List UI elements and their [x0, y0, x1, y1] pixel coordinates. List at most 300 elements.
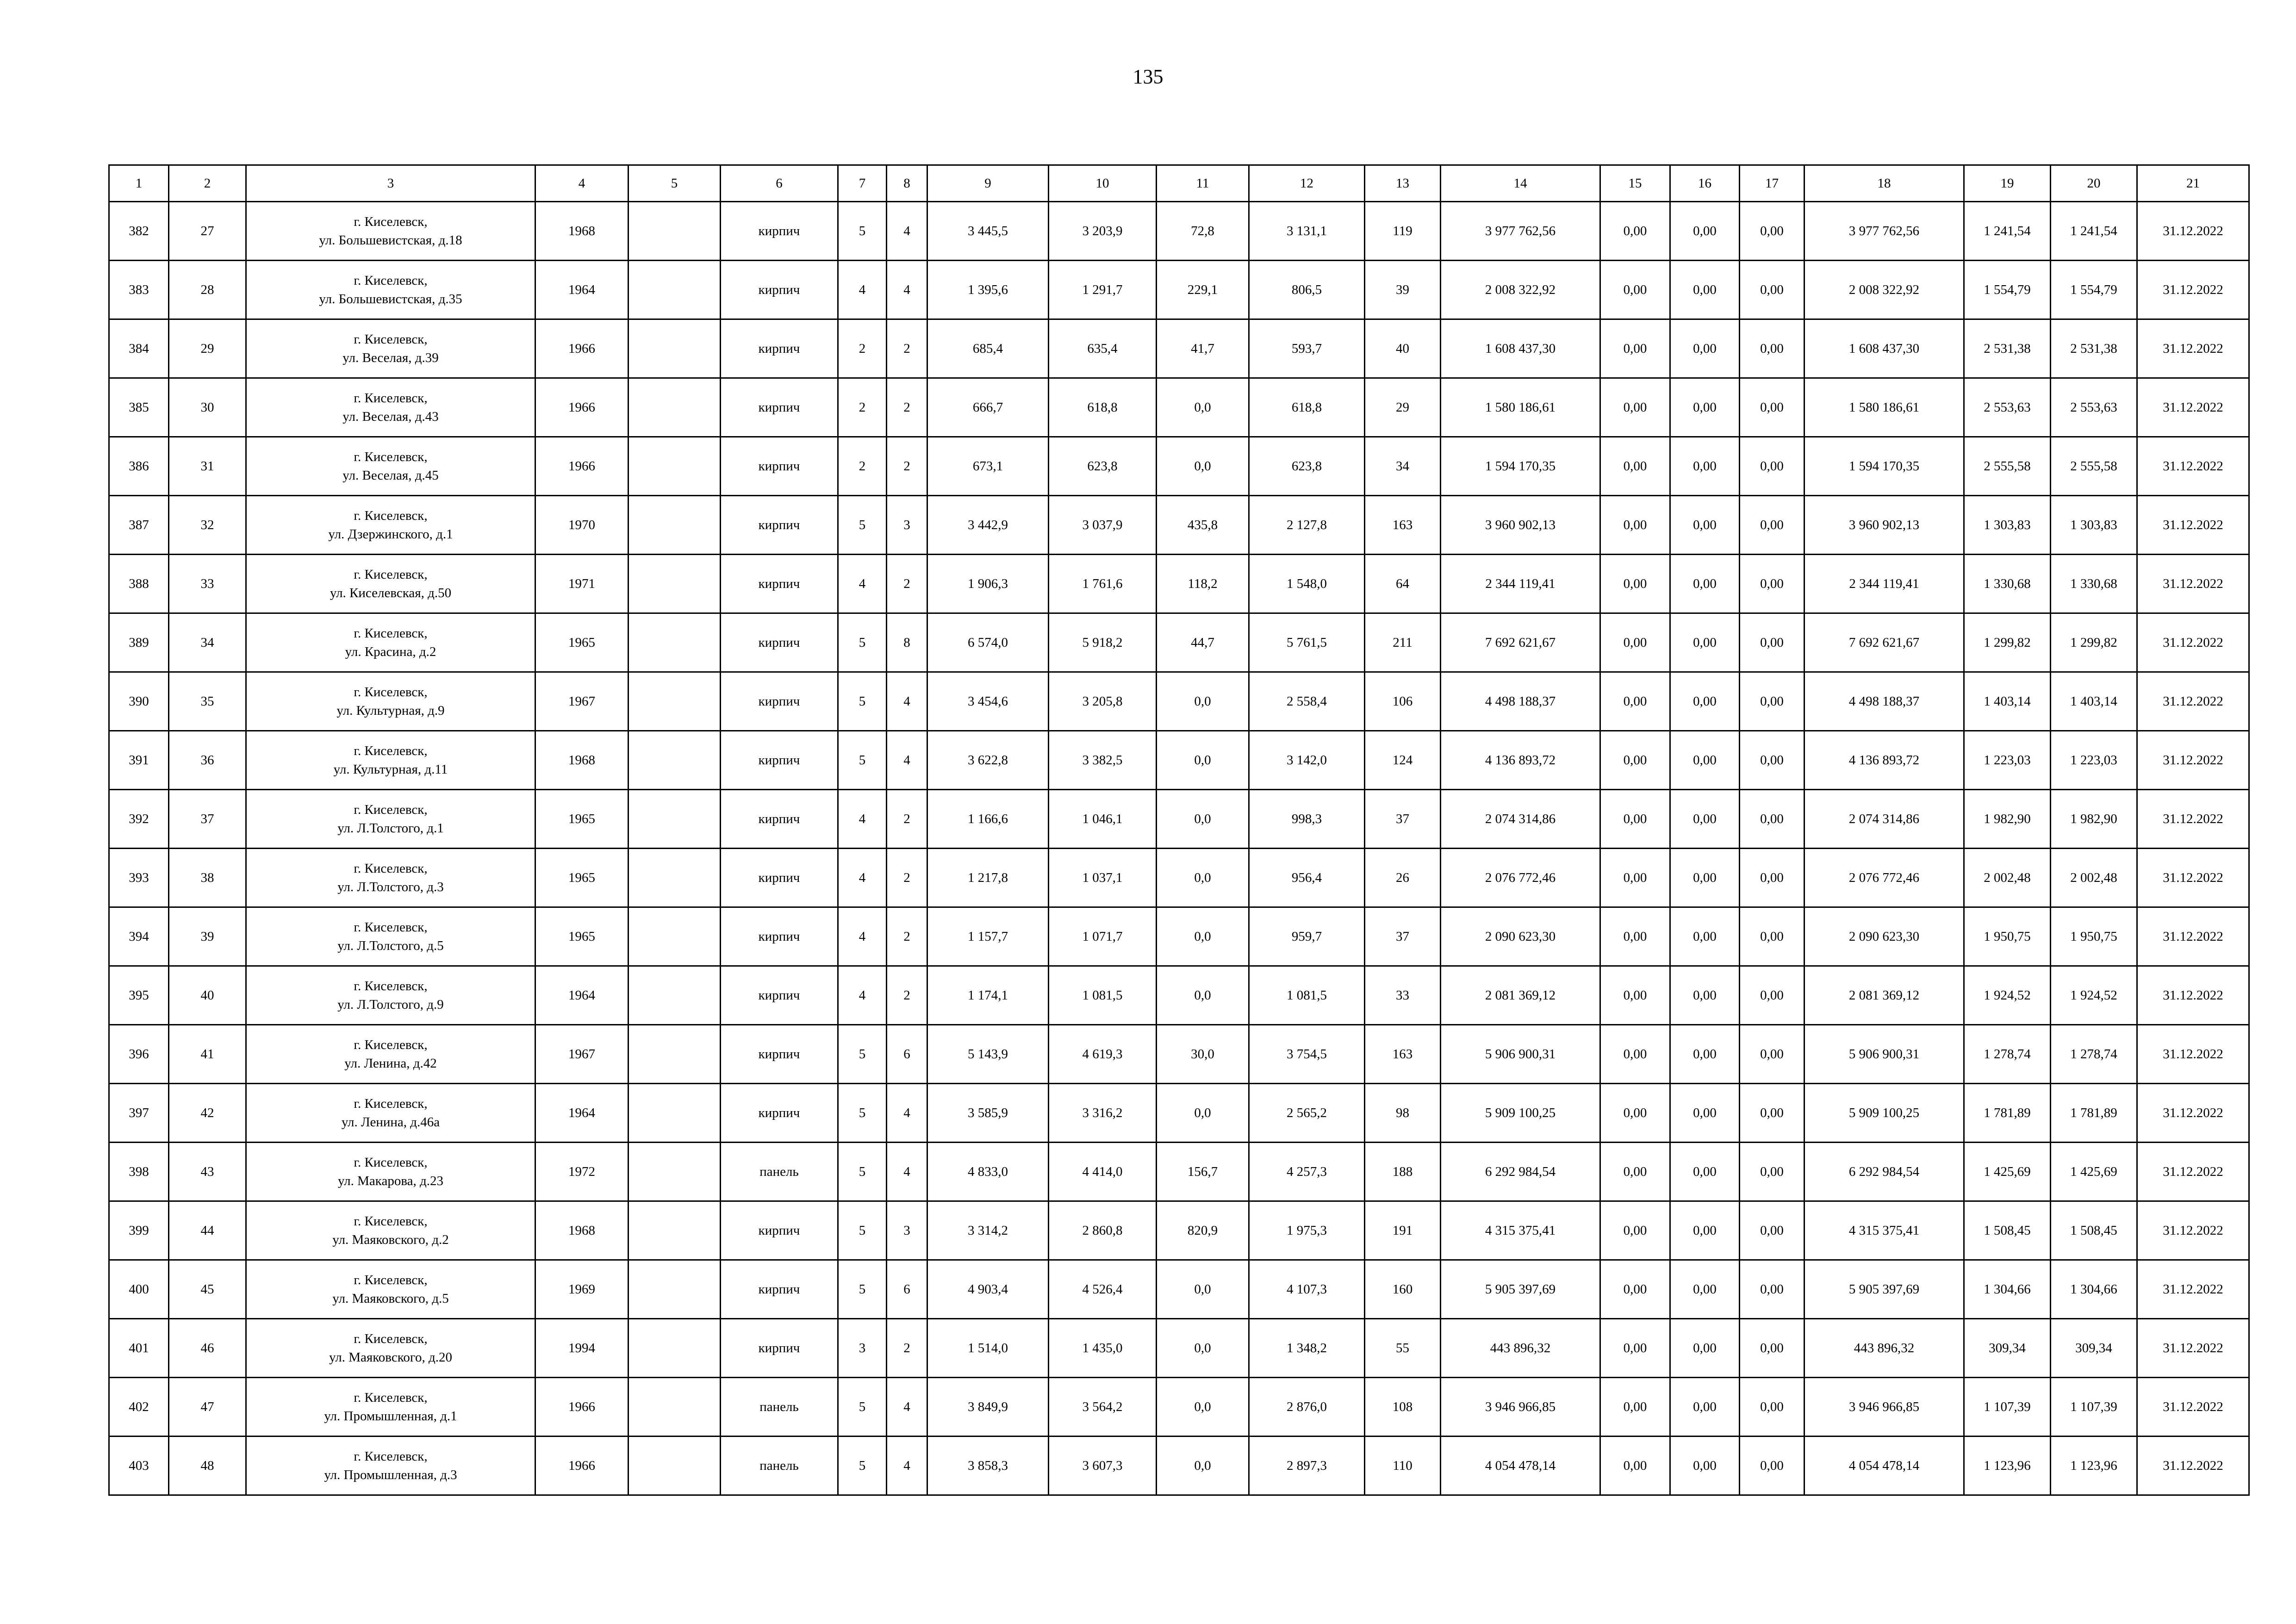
cell-col-13: 55 [1365, 1319, 1441, 1378]
address-city: г. Киселевск, [354, 450, 428, 464]
address-cell [246, 378, 535, 437]
cell-col-11: 0,0 [1157, 907, 1249, 966]
cell-col-7: 3 [838, 1319, 887, 1378]
cell-col-7: 4 [838, 261, 887, 319]
cell-col-14: 5 906 900,31 [1441, 1025, 1600, 1084]
cell-col-10: 3 037,9 [1049, 496, 1157, 555]
cell-col-1: 401 [109, 1319, 169, 1378]
cell-col-12: 4 257,3 [1249, 1143, 1365, 1201]
cell-col-9: 3 622,8 [927, 731, 1049, 790]
cell-col-10: 4 414,0 [1049, 1143, 1157, 1201]
cell-col-21: 31.12.2022 [2137, 672, 2249, 731]
column-header-5: 5 [628, 165, 721, 202]
cell-col-20: 1 223,03 [2051, 731, 2137, 790]
cell-col-11: 0,0 [1157, 437, 1249, 496]
address-city: г. Киселевск, [354, 391, 428, 406]
cell-col-21: 31.12.2022 [2137, 731, 2249, 790]
cell-col-10: 3 316,2 [1049, 1084, 1157, 1143]
cell-col-18: 2 081 369,12 [1804, 966, 1964, 1025]
cell-col-5 [628, 1260, 721, 1319]
cell-col-6: панель [721, 1378, 838, 1437]
column-header-2: 2 [169, 165, 246, 202]
cell-col-20: 1 508,45 [2051, 1201, 2137, 1260]
cell-col-16: 0,00 [1670, 790, 1740, 849]
cell-col-19: 309,34 [1964, 1319, 2051, 1378]
cell-col-7: 5 [838, 1378, 887, 1437]
cell-col-1: 393 [109, 849, 169, 907]
column-header-17: 17 [1740, 165, 1804, 202]
cell-col-5 [628, 849, 721, 907]
page-number: 135 [1132, 65, 1164, 88]
cell-col-16: 0,00 [1670, 378, 1740, 437]
cell-col-15: 0,00 [1600, 849, 1670, 907]
cell-col-8: 8 [887, 613, 927, 672]
cell-col-11: 820,9 [1157, 1201, 1249, 1260]
address-city: г. Киселевск, [354, 567, 428, 582]
cell-col-13: 37 [1365, 907, 1441, 966]
cell-col-2: 35 [169, 672, 246, 731]
cell-col-12: 1 348,2 [1249, 1319, 1365, 1378]
cell-col-6: кирпич [721, 437, 838, 496]
table-row [109, 1201, 2249, 1260]
cell-col-15: 0,00 [1600, 731, 1670, 790]
cell-col-21: 31.12.2022 [2137, 1260, 2249, 1319]
cell-col-2: 45 [169, 1260, 246, 1319]
address-street: ул. Культурная, д.9 [336, 703, 445, 718]
cell-col-9: 1 395,6 [927, 261, 1049, 319]
cell-col-10: 4 526,4 [1049, 1260, 1157, 1319]
cell-col-12: 956,4 [1249, 849, 1365, 907]
cell-col-20: 1 781,89 [2051, 1084, 2137, 1143]
cell-col-17: 0,00 [1740, 496, 1804, 555]
cell-col-2: 46 [169, 1319, 246, 1378]
cell-col-13: 188 [1365, 1143, 1441, 1201]
cell-col-11: 435,8 [1157, 496, 1249, 555]
cell-col-17: 0,00 [1740, 378, 1804, 437]
cell-col-17: 0,00 [1740, 1084, 1804, 1143]
cell-col-15: 0,00 [1600, 966, 1670, 1025]
cell-col-7: 5 [838, 1437, 887, 1495]
cell-col-2: 41 [169, 1025, 246, 1084]
cell-col-2: 31 [169, 437, 246, 496]
cell-col-4: 1965 [535, 613, 628, 672]
cell-col-7: 4 [838, 907, 887, 966]
cell-col-9: 1 166,6 [927, 790, 1049, 849]
cell-col-11: 44,7 [1157, 613, 1249, 672]
cell-col-13: 110 [1365, 1437, 1441, 1495]
cell-col-21: 31.12.2022 [2137, 613, 2249, 672]
address-city: г. Киселевск, [354, 214, 428, 229]
table-row [109, 731, 2249, 790]
cell-col-11: 0,0 [1157, 1437, 1249, 1495]
cell-col-13: 163 [1365, 496, 1441, 555]
cell-col-8: 4 [887, 1084, 927, 1143]
cell-col-21: 31.12.2022 [2137, 261, 2249, 319]
cell-col-13: 163 [1365, 1025, 1441, 1084]
cell-col-17: 0,00 [1740, 1260, 1804, 1319]
cell-col-19: 2 553,63 [1964, 378, 2051, 437]
cell-col-16: 0,00 [1670, 672, 1740, 731]
cell-col-5 [628, 496, 721, 555]
cell-col-16: 0,00 [1670, 613, 1740, 672]
cell-col-15: 0,00 [1600, 907, 1670, 966]
address-street: ул. Большевистская, д.18 [319, 233, 462, 248]
column-header-18: 18 [1804, 165, 1964, 202]
column-header-8: 8 [887, 165, 927, 202]
cell-col-18: 1 608 437,30 [1804, 319, 1964, 378]
cell-col-2: 33 [169, 555, 246, 613]
column-header-10: 10 [1049, 165, 1157, 202]
column-header-12: 12 [1249, 165, 1365, 202]
cell-col-9: 3 454,6 [927, 672, 1049, 731]
cell-col-5 [628, 378, 721, 437]
cell-col-15: 0,00 [1600, 319, 1670, 378]
cell-col-7: 4 [838, 555, 887, 613]
cell-col-13: 40 [1365, 319, 1441, 378]
address-street: ул. Промышленная, д.3 [324, 1468, 457, 1482]
address-cell [246, 1378, 535, 1437]
cell-col-2: 27 [169, 202, 246, 261]
cell-col-18: 5 909 100,25 [1804, 1084, 1964, 1143]
cell-col-15: 0,00 [1600, 672, 1670, 731]
table-row [109, 496, 2249, 555]
cell-col-4: 1964 [535, 1084, 628, 1143]
address-cell [246, 1025, 535, 1084]
cell-col-20: 2 553,63 [2051, 378, 2137, 437]
cell-col-20: 1 241,54 [2051, 202, 2137, 261]
cell-col-19: 1 107,39 [1964, 1378, 2051, 1437]
cell-col-8: 2 [887, 319, 927, 378]
cell-col-14: 2 074 314,86 [1441, 790, 1600, 849]
cell-col-18: 5 906 900,31 [1804, 1025, 1964, 1084]
cell-col-20: 1 403,14 [2051, 672, 2137, 731]
cell-col-11: 0,0 [1157, 1260, 1249, 1319]
cell-col-5 [628, 1319, 721, 1378]
cell-col-1: 390 [109, 672, 169, 731]
cell-col-20: 1 107,39 [2051, 1378, 2137, 1437]
address-city: г. Киселевск, [354, 1096, 428, 1111]
column-header-14: 14 [1441, 165, 1600, 202]
cell-col-4: 1968 [535, 731, 628, 790]
cell-col-6: панель [721, 1143, 838, 1201]
address-city: г. Киселевск, [354, 802, 428, 817]
cell-col-1: 398 [109, 1143, 169, 1201]
cell-col-4: 1966 [535, 1378, 628, 1437]
cell-col-10: 1 071,7 [1049, 907, 1157, 966]
cell-col-21: 31.12.2022 [2137, 1025, 2249, 1084]
address-street: ул. Маяковского, д.20 [329, 1350, 452, 1365]
cell-col-20: 1 303,83 [2051, 496, 2137, 555]
cell-col-5 [628, 1378, 721, 1437]
cell-col-1: 387 [109, 496, 169, 555]
cell-col-2: 42 [169, 1084, 246, 1143]
cell-col-16: 0,00 [1670, 849, 1740, 907]
cell-col-17: 0,00 [1740, 319, 1804, 378]
cell-col-12: 3 142,0 [1249, 731, 1365, 790]
cell-col-14: 7 692 621,67 [1441, 613, 1600, 672]
cell-col-6: панель [721, 1437, 838, 1495]
cell-col-15: 0,00 [1600, 496, 1670, 555]
cell-col-14: 443 896,32 [1441, 1319, 1600, 1378]
address-cell [246, 555, 535, 613]
cell-col-8: 4 [887, 1378, 927, 1437]
cell-col-18: 4 315 375,41 [1804, 1201, 1964, 1260]
cell-col-6: кирпич [721, 261, 838, 319]
cell-col-6: кирпич [721, 672, 838, 731]
cell-col-12: 998,3 [1249, 790, 1365, 849]
cell-col-21: 31.12.2022 [2137, 1437, 2249, 1495]
cell-col-14: 1 594 170,35 [1441, 437, 1600, 496]
cell-col-12: 2 897,3 [1249, 1437, 1365, 1495]
cell-col-1: 389 [109, 613, 169, 672]
cell-col-6: кирпич [721, 731, 838, 790]
cell-col-8: 6 [887, 1025, 927, 1084]
cell-col-14: 2 076 772,46 [1441, 849, 1600, 907]
cell-col-20: 1 299,82 [2051, 613, 2137, 672]
cell-col-19: 1 554,79 [1964, 261, 2051, 319]
address-cell [246, 849, 535, 907]
cell-col-15: 0,00 [1600, 555, 1670, 613]
cell-col-14: 2 008 322,92 [1441, 261, 1600, 319]
cell-col-6: кирпич [721, 1319, 838, 1378]
cell-col-20: 1 982,90 [2051, 790, 2137, 849]
cell-col-2: 36 [169, 731, 246, 790]
address-cell [246, 496, 535, 555]
cell-col-10: 4 619,3 [1049, 1025, 1157, 1084]
cell-col-17: 0,00 [1740, 672, 1804, 731]
cell-col-8: 4 [887, 1143, 927, 1201]
cell-col-20: 309,34 [2051, 1319, 2137, 1378]
cell-col-9: 6 574,0 [927, 613, 1049, 672]
cell-col-5 [628, 1084, 721, 1143]
cell-col-12: 1 081,5 [1249, 966, 1365, 1025]
cell-col-19: 1 924,52 [1964, 966, 2051, 1025]
cell-col-7: 5 [838, 1143, 887, 1201]
cell-col-15: 0,00 [1600, 1143, 1670, 1201]
table-row [109, 1143, 2249, 1201]
cell-col-9: 3 849,9 [927, 1378, 1049, 1437]
address-city: г. Киселевск, [354, 1390, 428, 1405]
cell-col-18: 1 580 186,61 [1804, 378, 1964, 437]
cell-col-14: 2 081 369,12 [1441, 966, 1600, 1025]
cell-col-5 [628, 966, 721, 1025]
table-row [109, 319, 2249, 378]
cell-col-13: 106 [1365, 672, 1441, 731]
cell-col-9: 3 858,3 [927, 1437, 1049, 1495]
table-row [109, 555, 2249, 613]
address-cell [246, 202, 535, 261]
cell-col-17: 0,00 [1740, 907, 1804, 966]
cell-col-2: 38 [169, 849, 246, 907]
cell-col-15: 0,00 [1600, 1378, 1670, 1437]
cell-col-2: 43 [169, 1143, 246, 1201]
cell-col-11: 0,0 [1157, 672, 1249, 731]
cell-col-19: 1 223,03 [1964, 731, 2051, 790]
cell-col-4: 1970 [535, 496, 628, 555]
cell-col-17: 0,00 [1740, 202, 1804, 261]
cell-col-21: 31.12.2022 [2137, 202, 2249, 261]
cell-col-16: 0,00 [1670, 1084, 1740, 1143]
cell-col-2: 48 [169, 1437, 246, 1495]
cell-col-9: 4 903,4 [927, 1260, 1049, 1319]
cell-col-8: 4 [887, 202, 927, 261]
cell-col-13: 108 [1365, 1378, 1441, 1437]
cell-col-4: 1972 [535, 1143, 628, 1201]
cell-col-8: 4 [887, 672, 927, 731]
cell-col-20: 1 950,75 [2051, 907, 2137, 966]
cell-col-10: 1 435,0 [1049, 1319, 1157, 1378]
column-header-20: 20 [2051, 165, 2137, 202]
cell-col-11: 0,0 [1157, 849, 1249, 907]
cell-col-15: 0,00 [1600, 790, 1670, 849]
cell-col-21: 31.12.2022 [2137, 1143, 2249, 1201]
cell-col-5 [628, 202, 721, 261]
cell-col-13: 98 [1365, 1084, 1441, 1143]
cell-col-9: 3 585,9 [927, 1084, 1049, 1143]
cell-col-13: 211 [1365, 613, 1441, 672]
cell-col-17: 0,00 [1740, 1201, 1804, 1260]
cell-col-14: 2 090 623,30 [1441, 907, 1600, 966]
cell-col-8: 2 [887, 437, 927, 496]
cell-col-8: 2 [887, 790, 927, 849]
cell-col-12: 2 558,4 [1249, 672, 1365, 731]
cell-col-9: 685,4 [927, 319, 1049, 378]
address-cell [246, 1201, 535, 1260]
cell-col-19: 1 781,89 [1964, 1084, 2051, 1143]
cell-col-15: 0,00 [1600, 613, 1670, 672]
cell-col-18: 2 090 623,30 [1804, 907, 1964, 966]
cell-col-8: 4 [887, 731, 927, 790]
cell-col-2: 29 [169, 319, 246, 378]
column-header-16: 16 [1670, 165, 1740, 202]
cell-col-4: 1971 [535, 555, 628, 613]
cell-col-21: 31.12.2022 [2137, 849, 2249, 907]
cell-col-16: 0,00 [1670, 555, 1740, 613]
cell-col-15: 0,00 [1600, 1025, 1670, 1084]
cell-col-19: 1 241,54 [1964, 202, 2051, 261]
cell-col-19: 1 330,68 [1964, 555, 2051, 613]
cell-col-10: 1 037,1 [1049, 849, 1157, 907]
cell-col-12: 1 975,3 [1249, 1201, 1365, 1260]
cell-col-21: 31.12.2022 [2137, 1319, 2249, 1378]
cell-col-9: 1 514,0 [927, 1319, 1049, 1378]
cell-col-9: 1 157,7 [927, 907, 1049, 966]
cell-col-17: 0,00 [1740, 1319, 1804, 1378]
cell-col-1: 384 [109, 319, 169, 378]
cell-col-6: кирпич [721, 378, 838, 437]
cell-col-14: 1 608 437,30 [1441, 319, 1600, 378]
cell-col-12: 806,5 [1249, 261, 1365, 319]
cell-col-5 [628, 672, 721, 731]
cell-col-14: 3 977 762,56 [1441, 202, 1600, 261]
cell-col-8: 2 [887, 907, 927, 966]
cell-col-13: 26 [1365, 849, 1441, 907]
table-header [109, 165, 2249, 202]
address-street: ул. Красина, д.2 [345, 644, 436, 659]
cell-col-4: 1965 [535, 790, 628, 849]
cell-col-7: 4 [838, 849, 887, 907]
cell-col-14: 3 946 966,85 [1441, 1378, 1600, 1437]
cell-col-7: 2 [838, 319, 887, 378]
cell-col-1: 403 [109, 1437, 169, 1495]
cell-col-19: 1 425,69 [1964, 1143, 2051, 1201]
cell-col-16: 0,00 [1670, 1260, 1740, 1319]
column-header-11: 11 [1157, 165, 1249, 202]
cell-col-6: кирпич [721, 907, 838, 966]
cell-col-4: 1966 [535, 1437, 628, 1495]
column-header-13: 13 [1365, 165, 1441, 202]
address-street: ул. Л.Толстого, д.1 [337, 821, 444, 836]
cell-col-8: 2 [887, 849, 927, 907]
address-street: ул. Ленина, д.46а [341, 1115, 440, 1130]
cell-col-18: 7 692 621,67 [1804, 613, 1964, 672]
cell-col-10: 1 291,7 [1049, 261, 1157, 319]
table-row [109, 672, 2249, 731]
cell-col-13: 191 [1365, 1201, 1441, 1260]
cell-col-19: 1 303,83 [1964, 496, 2051, 555]
cell-col-17: 0,00 [1740, 1025, 1804, 1084]
cell-col-18: 2 344 119,41 [1804, 555, 1964, 613]
cell-col-5 [628, 613, 721, 672]
cell-col-18: 1 594 170,35 [1804, 437, 1964, 496]
cell-col-20: 1 554,79 [2051, 261, 2137, 319]
cell-col-2: 40 [169, 966, 246, 1025]
cell-col-17: 0,00 [1740, 966, 1804, 1025]
cell-col-1: 385 [109, 378, 169, 437]
address-cell [246, 790, 535, 849]
cell-col-1: 396 [109, 1025, 169, 1084]
cell-col-13: 119 [1365, 202, 1441, 261]
cell-col-21: 31.12.2022 [2137, 1084, 2249, 1143]
cell-col-14: 4 315 375,41 [1441, 1201, 1600, 1260]
cell-col-7: 5 [838, 1084, 887, 1143]
cell-col-17: 0,00 [1740, 1378, 1804, 1437]
address-city: г. Киселевск, [354, 1037, 428, 1052]
cell-col-12: 3 131,1 [1249, 202, 1365, 261]
cell-col-9: 666,7 [927, 378, 1049, 437]
cell-col-16: 0,00 [1670, 261, 1740, 319]
cell-col-17: 0,00 [1740, 790, 1804, 849]
address-street: ул. Культурная, д.11 [333, 762, 448, 777]
cell-col-7: 5 [838, 1260, 887, 1319]
address-street: ул. Дзержинского, д.1 [328, 527, 453, 542]
cell-col-9: 673,1 [927, 437, 1049, 496]
cell-col-7: 5 [838, 613, 887, 672]
cell-col-10: 3 205,8 [1049, 672, 1157, 731]
cell-col-15: 0,00 [1600, 437, 1670, 496]
address-city: г. Киселевск, [354, 743, 428, 758]
cell-col-16: 0,00 [1670, 1143, 1740, 1201]
cell-col-19: 2 555,58 [1964, 437, 2051, 496]
cell-col-8: 6 [887, 1260, 927, 1319]
cell-col-1: 382 [109, 202, 169, 261]
cell-col-6: кирпич [721, 1201, 838, 1260]
cell-col-20: 1 304,66 [2051, 1260, 2137, 1319]
table-row [109, 790, 2249, 849]
cell-col-11: 0,0 [1157, 1378, 1249, 1437]
cell-col-1: 397 [109, 1084, 169, 1143]
address-street: ул. Веселая, д.43 [342, 409, 439, 424]
cell-col-20: 1 123,96 [2051, 1437, 2137, 1495]
cell-col-20: 1 425,69 [2051, 1143, 2137, 1201]
cell-col-12: 3 754,5 [1249, 1025, 1365, 1084]
address-city: г. Киселевск, [354, 861, 428, 876]
cell-col-4: 1965 [535, 907, 628, 966]
address-city: г. Киселевск, [354, 1155, 428, 1170]
address-cell [246, 613, 535, 672]
cell-col-12: 593,7 [1249, 319, 1365, 378]
cell-col-8: 4 [887, 1437, 927, 1495]
